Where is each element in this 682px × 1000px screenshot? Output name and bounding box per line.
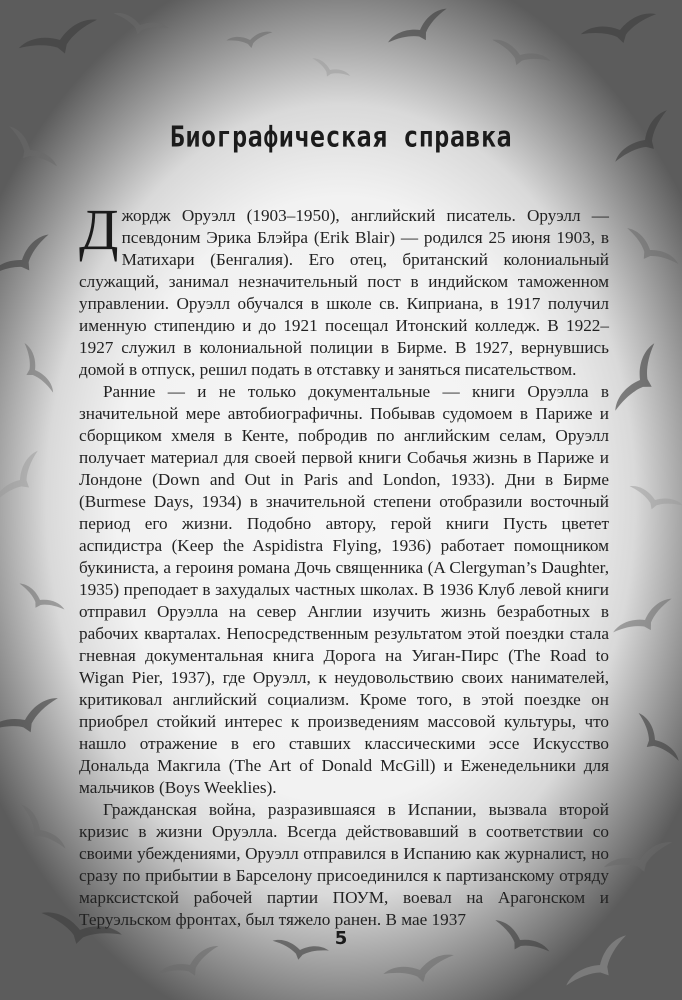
page-title: Биографическая справка [169, 119, 513, 154]
paragraph-3: Гражданская война, разразившаяся в Испании, вызвала второй кризис в жизни Оруэлла. Всегда действовавший в соответствии со своими убеждениями, Оруэлл отправился в Испанию как журналист, но сразу по прибытии в Барселону присоединился к партизанскому отряду марксистской рабочей партии ПОУМ, воевал на Арагонском и Теруэльском фронтах, был тяжело ранен. В мае 1937 [79, 800, 609, 929]
page-number: 5 [334, 928, 348, 949]
paragraph-2: Ранние — и не только документальные — книги Оруэлла в значительной мере автобиографичны. Побывав судомоем в Париже и сборщиком хмеля в Кенте, побродив по английским селам, Оруэлл получает материал для своей первой книги Собачья жизнь в Париже и Лондоне (Down and Out in Paris and London, 1933). Дни в Бирме (Burmese Days, 1934) в значительной степени отобразили восточный период его жизни. Подобно автору, герой книги Пусть цветет аспидистра (Keep the Aspidistra Flying, 1936) работает помощником букиниста, а героиня романа Дочь священника (A Clergyman’s Daughter, 1935) преподает в захудалых частных школах. В 1936 Клуб левой книги отправил Оруэлла на север Англии изучить жизнь безработных в рабочих кварталах. Непосредственным результатом этой поездки стала гневная документальная книга Дорога на Уиган-Пирс (The Road to Wigan Pier, 1937), где Оруэлл, к неудовольствию своих нанимателей, критиковал английский социализм. Кроме того, в этой поездке он приобрел стойкий интерес к произведениям массовой культуры, что нашло отражение в его ставших классическими эссе Искусство Дональда Макгила (The Art of Donald McGill) и Еженедельники для мальчиков (Boys Weeklies). [79, 382, 609, 797]
paragraph-1-text: жордж Оруэлл (1903–1950), английский писатель. Оруэлл — псевдоним Эрика Блэйра (Erik Blair) — родился 25 июня 1903, в Матихари (Бенгалия). Его отец, британский колониальный служащий, занимал незначительный пост в индийском таможенном управлении. Оруэлл обучался в школе св. Киприана, в 1917 получил именную стипендию и до 1921 посещал Итонский колледж. В 1922–1927 служил в колониальной полиции в Бирме. В 1927, вернувшись домой в отпуск, решил подать в отставку и заняться писательством. [79, 206, 609, 379]
paragraph-1 [79, 197, 609, 381]
drop-cap-letter: Д [79, 197, 119, 262]
article-body [79, 197, 609, 931]
